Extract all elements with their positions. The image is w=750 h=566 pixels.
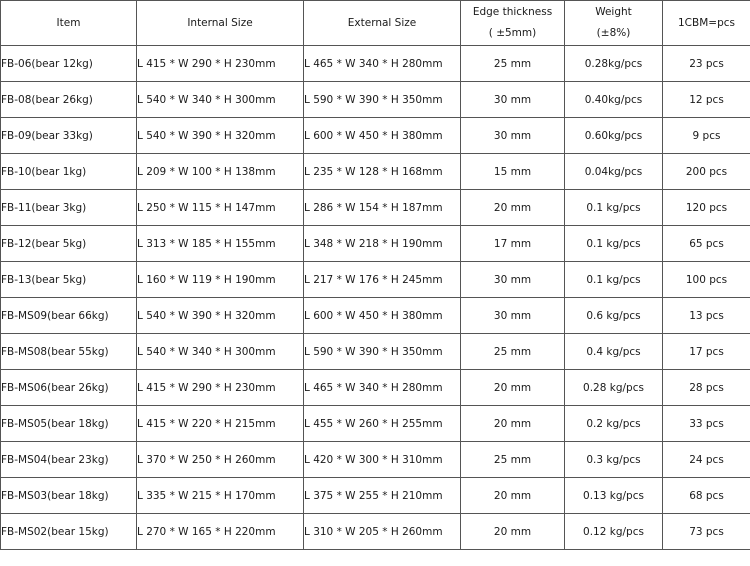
cell-cbm: 65 pcs — [663, 226, 750, 262]
cell-cbm: 28 pcs — [663, 370, 750, 406]
cell-internal-size: L 160 * W 119 * H 190mm — [137, 262, 304, 298]
cell-weight: 0.60kg/pcs — [565, 118, 663, 154]
table-row — [1, 118, 750, 154]
table-row — [1, 514, 750, 550]
cell-item: FB-10(bear 1kg) — [1, 154, 137, 190]
header-edge-thickness — [461, 1, 565, 46]
cell-internal-size: L 250 * W 115 * H 147mm — [137, 190, 304, 226]
table-row — [1, 46, 750, 82]
cell-weight: 0.4 kg/pcs — [565, 334, 663, 370]
cell-external-size: L 455 * W 260 * H 255mm — [304, 406, 461, 442]
cell-internal-size: L 415 * W 290 * H 230mm — [137, 370, 304, 406]
cell-weight: 0.28kg/pcs — [565, 46, 663, 82]
cell-item: FB-MS09(bear 66kg) — [1, 298, 137, 334]
cell-edge-thickness: 30 mm — [461, 298, 565, 334]
table-row — [1, 154, 750, 190]
table-row — [1, 478, 750, 514]
cell-external-size: L 217 * W 176 * H 245mm — [304, 262, 461, 298]
cell-cbm: 33 pcs — [663, 406, 750, 442]
cell-edge-thickness: 25 mm — [461, 46, 565, 82]
cell-edge-thickness: 30 mm — [461, 262, 565, 298]
cell-edge-thickness: 20 mm — [461, 190, 565, 226]
cell-item: FB-MS05(bear 18kg) — [1, 406, 137, 442]
cell-cbm: 12 pcs — [663, 82, 750, 118]
cell-edge-thickness: 25 mm — [461, 442, 565, 478]
cell-internal-size: L 370 * W 250 * H 260mm — [137, 442, 304, 478]
cell-item: FB-MS02(bear 15kg) — [1, 514, 137, 550]
cell-cbm: 13 pcs — [663, 298, 750, 334]
cell-external-size: L 465 * W 340 * H 280mm — [304, 370, 461, 406]
cell-edge-thickness: 15 mm — [461, 154, 565, 190]
cell-item: FB-MS04(bear 23kg) — [1, 442, 137, 478]
cell-weight: 0.2 kg/pcs — [565, 406, 663, 442]
cell-edge-thickness: 20 mm — [461, 514, 565, 550]
cell-external-size: L 420 * W 300 * H 310mm — [304, 442, 461, 478]
cell-external-size: L 600 * W 450 * H 380mm — [304, 118, 461, 154]
table-row — [1, 334, 750, 370]
cell-weight: 0.28 kg/pcs — [565, 370, 663, 406]
cell-item: FB-08(bear 26kg) — [1, 82, 137, 118]
cell-item: FB-MS08(bear 55kg) — [1, 334, 137, 370]
header-weight — [565, 1, 663, 46]
cell-cbm: 17 pcs — [663, 334, 750, 370]
cell-edge-thickness: 30 mm — [461, 118, 565, 154]
cell-internal-size: L 415 * W 220 * H 215mm — [137, 406, 304, 442]
cell-external-size: L 600 * W 450 * H 380mm — [304, 298, 461, 334]
cell-weight: 0.1 kg/pcs — [565, 262, 663, 298]
header-row — [1, 1, 750, 46]
cell-edge-thickness: 20 mm — [461, 370, 565, 406]
cell-internal-size: L 540 * W 340 * H 300mm — [137, 82, 304, 118]
cell-cbm: 100 pcs — [663, 262, 750, 298]
table-body — [1, 1, 750, 550]
cell-external-size: L 235 * W 128 * H 168mm — [304, 154, 461, 190]
cell-edge-thickness: 20 mm — [461, 478, 565, 514]
cell-cbm: 23 pcs — [663, 46, 750, 82]
cell-external-size: L 375 * W 255 * H 210mm — [304, 478, 461, 514]
cell-item: FB-MS03(bear 18kg) — [1, 478, 137, 514]
cell-cbm: 24 pcs — [663, 442, 750, 478]
cell-external-size: L 590 * W 390 * H 350mm — [304, 334, 461, 370]
cell-internal-size: L 313 * W 185 * H 155mm — [137, 226, 304, 262]
table-row — [1, 370, 750, 406]
table-row — [1, 442, 750, 478]
cell-item: FB-06(bear 12kg) — [1, 46, 137, 82]
cell-edge-thickness: 30 mm — [461, 82, 565, 118]
cell-internal-size: L 540 * W 390 * H 320mm — [137, 298, 304, 334]
cell-weight: 0.04kg/pcs — [565, 154, 663, 190]
header-item: Item — [1, 1, 137, 46]
cell-weight: 0.40kg/pcs — [565, 82, 663, 118]
cell-edge-thickness: 25 mm — [461, 334, 565, 370]
table-row — [1, 226, 750, 262]
table-row — [1, 82, 750, 118]
cell-cbm: 73 pcs — [663, 514, 750, 550]
cell-cbm: 120 pcs — [663, 190, 750, 226]
cell-cbm: 9 pcs — [663, 118, 750, 154]
header-weight-label: Weight — [595, 6, 632, 18]
cell-cbm: 68 pcs — [663, 478, 750, 514]
cell-item: FB-12(bear 5kg) — [1, 226, 137, 262]
cell-cbm: 200 pcs — [663, 154, 750, 190]
cell-internal-size: L 270 * W 165 * H 220mm — [137, 514, 304, 550]
cell-weight: 0.1 kg/pcs — [565, 226, 663, 262]
cell-internal-size: L 540 * W 390 * H 320mm — [137, 118, 304, 154]
cell-weight: 0.6 kg/pcs — [565, 298, 663, 334]
cell-edge-thickness: 17 mm — [461, 226, 565, 262]
cell-internal-size: L 540 * W 340 * H 300mm — [137, 334, 304, 370]
cell-item: FB-MS06(bear 26kg) — [1, 370, 137, 406]
header-internal-size: Internal Size — [137, 1, 304, 46]
table-row — [1, 262, 750, 298]
header-edge-thickness-tolerance: ( ±5mm) — [488, 27, 537, 39]
cell-weight: 0.3 kg/pcs — [565, 442, 663, 478]
table-row — [1, 190, 750, 226]
header-external-size: External Size — [304, 1, 461, 46]
cell-item: FB-09(bear 33kg) — [1, 118, 137, 154]
cell-external-size: L 310 * W 205 * H 260mm — [304, 514, 461, 550]
cell-weight: 0.1 kg/pcs — [565, 190, 663, 226]
table-row — [1, 406, 750, 442]
cell-internal-size: L 335 * W 215 * H 170mm — [137, 478, 304, 514]
cell-external-size: L 348 * W 218 * H 190mm — [304, 226, 461, 262]
cell-edge-thickness: 20 mm — [461, 406, 565, 442]
header-edge-thickness-label: Edge thickness — [472, 6, 553, 18]
table-row — [1, 298, 750, 334]
header-weight-tolerance: (±8%) — [596, 27, 631, 39]
cell-external-size: L 590 * W 390 * H 350mm — [304, 82, 461, 118]
cell-weight: 0.12 kg/pcs — [565, 514, 663, 550]
header-cbm: 1CBM=pcs — [663, 1, 750, 46]
cell-internal-size: L 209 * W 100 * H 138mm — [137, 154, 304, 190]
cell-weight: 0.13 kg/pcs — [565, 478, 663, 514]
cell-external-size: L 286 * W 154 * H 187mm — [304, 190, 461, 226]
cell-item: FB-11(bear 3kg) — [1, 190, 137, 226]
cell-external-size: L 465 * W 340 * H 280mm — [304, 46, 461, 82]
cell-item: FB-13(bear 5kg) — [1, 262, 137, 298]
cell-internal-size: L 415 * W 290 * H 230mm — [137, 46, 304, 82]
